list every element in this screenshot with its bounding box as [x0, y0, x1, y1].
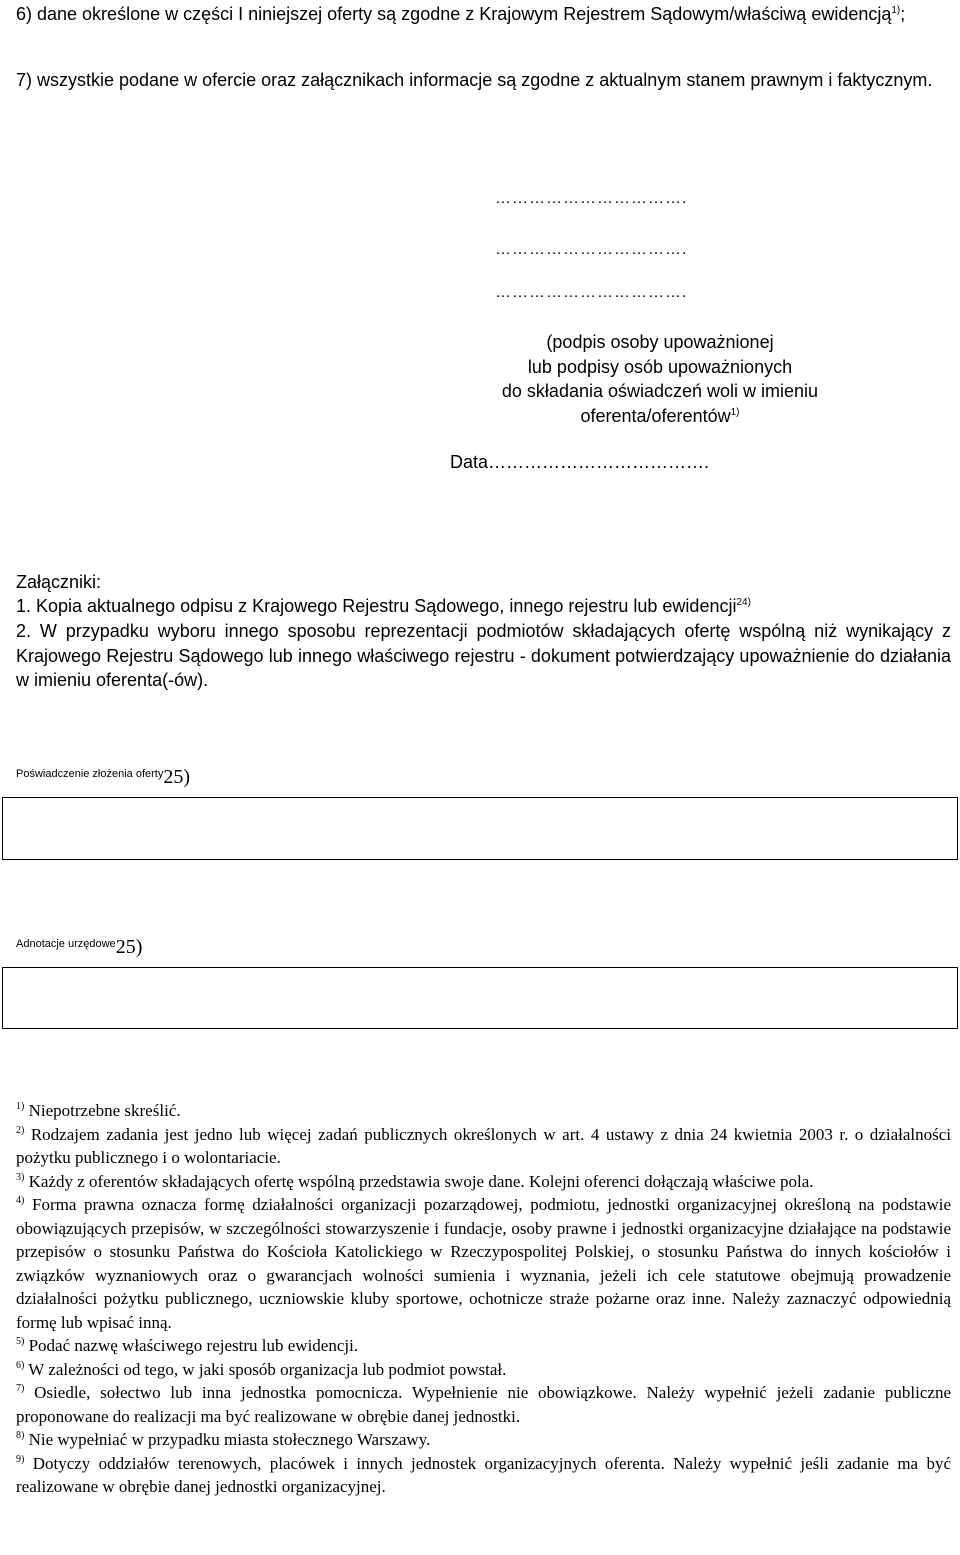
- footnote-text: Osiedle, sołectwo lub inna jednostka pomocnicza. Wypełnienie nie obowiązkowe. Należy wypełnić jeżeli zadanie publiczne proponowane do realizacji ma być realizowane w obrębie danej jednostki.: [16, 1383, 951, 1426]
- footnote: [16, 1170, 951, 1194]
- footnote-number: 1): [16, 1101, 25, 1112]
- footnote-text: Podać nazwę właściwego rejestru lub ewidencji.: [28, 1336, 359, 1355]
- footnote: [16, 1123, 951, 1170]
- signature-caption: [440, 330, 880, 428]
- footnote-number: 4): [16, 1195, 25, 1206]
- footnote-text: Dotyczy oddziałów terenowych, placówek i innych jednostek organizacyjnych oferenta. Należy wypełnić jeśli zadanie ma być realizowane w obrębie danej jednostki organizacyjnej.: [16, 1453, 951, 1496]
- footnotes: [16, 1099, 951, 1499]
- confirmation-box[interactable]: [2, 797, 958, 860]
- date-label: Data: [450, 452, 489, 472]
- footnote-number: 8): [16, 1430, 25, 1441]
- footnote-text: W zależności od tego, w jaki sposób organizacja lub podmiot powstał.: [28, 1359, 507, 1379]
- footnote: [16, 1358, 951, 1382]
- footnote-number: 5): [16, 1336, 25, 1347]
- footnote-ref: 1): [891, 5, 901, 16]
- footnote-ref: 25): [115, 936, 143, 958]
- footnote: [16, 1193, 951, 1334]
- footnote-number: 7): [16, 1383, 25, 1394]
- signature-caption-line: (podpis osoby upoważnionej: [546, 332, 774, 352]
- declaration-item-6: [16, 2, 951, 27]
- footnote-ref: 25): [163, 766, 191, 788]
- annotations-label: Adnotacje urzędowe25): [16, 936, 143, 958]
- footnote: [16, 1381, 951, 1428]
- footnote-ref: 1): [730, 406, 740, 418]
- footnote-number: 3): [16, 1171, 25, 1183]
- declaration-item-6-text: 6) dane określone w części I niniejszej oferty są zgodne z Krajowym Rejestrem Sądowym/właściwą ewidencją: [16, 4, 892, 24]
- declaration-item-6-end: ;: [900, 4, 906, 24]
- footnote: [16, 1334, 951, 1358]
- annotations-box[interactable]: [2, 967, 958, 1029]
- attachments-heading: Załączniki:: [16, 572, 102, 592]
- footnote-number: 2): [16, 1124, 25, 1136]
- footnote-ref: 24): [736, 597, 751, 608]
- footnote-text: Nie wypełniać w przypadku miasta stołecznego Warszawy.: [28, 1430, 431, 1449]
- attachment-item-2: 2. W przypadku wyboru innego sposobu reprezentacji podmiotów składających ofertę wspólną niż wynikający z Krajowego Rejestru Sądowego lub innego właściwego rejestru - dokument potwierdzający upoważnienie do działania w imieniu oferenta(-ów).: [16, 621, 951, 690]
- confirmation-label: Poświadczenie złożenia oferty25): [16, 766, 191, 788]
- date-field: [450, 450, 709, 475]
- footnote-text: Rodzajem zadania jest jedno lub więcej zadań publicznych określonych w art. 4 ustawy z dnia 24 kwietnia 2003 r. o działalności pożytku publicznego i o wolontariacie.: [16, 1124, 951, 1167]
- declaration-item-7: 7) wszystkie podane w ofercie oraz załącznikach informacje są zgodne z aktualnym stanem prawnym i faktycznym.: [16, 70, 933, 90]
- footnote-number: 9): [16, 1453, 25, 1465]
- footnote-text: Forma prawna oznacza formę działalności organizacji pozarządowej, podmiotu, jednostki organizacyjnej określoną na podstawie obowiązujących przepisów, w szczególności stowarzyszenie i fundacje, osoby prawne i jednostki organizacyjne działające na podstawie przepisów o stosunku Państwa do Kościoła Katolickiego w Rzeczypospolitej Polskiej, o stosunku Państwa do innych kościołów i związków wyznaniowych oraz o gwarancjach wolności sumienia i wyznania, jeżeli ich cele statutowe obejmują prowadzenie działalności pożytku publicznego, uczniowskie kluby sportowe, ochotnicze straże pożarne oraz inne. Należy zaznaczyć odpowiednią formę lub wpisać inną.: [16, 1195, 951, 1332]
- date-dots: ……………………………….: [488, 452, 710, 472]
- signature-caption-line: oferenta/oferentów$^{1)}$: [580, 405, 740, 426]
- signature-caption-line: do składania oświadczeń woli w imieniu: [501, 381, 819, 401]
- signature-dots-2: …………………………….: [495, 241, 688, 258]
- footnote-text: Każdy z oferentów składających ofertę wspólną przedstawia swoje dane. Kolejni oferenci dołączają właściwe pola.: [28, 1171, 814, 1191]
- attachment-item-1-text: 1. Kopia aktualnego odpisu z Krajowego Rejestru Sądowego, innego rejestru lub ewidencji: [16, 596, 737, 616]
- signature-dots-1: …………………………….: [495, 190, 688, 207]
- footnote: [16, 1428, 951, 1452]
- signature-caption-line: lub podpisy osób upoważnionych: [527, 356, 793, 377]
- attachment-item-1: [16, 594, 951, 619]
- footnote-text: Niepotrzebne skreślić.: [28, 1101, 181, 1120]
- signature-dots-3: …………………………….: [495, 284, 688, 301]
- footnote: [16, 1099, 951, 1123]
- footnote: [16, 1452, 951, 1499]
- footnote-number: 6): [16, 1359, 25, 1371]
